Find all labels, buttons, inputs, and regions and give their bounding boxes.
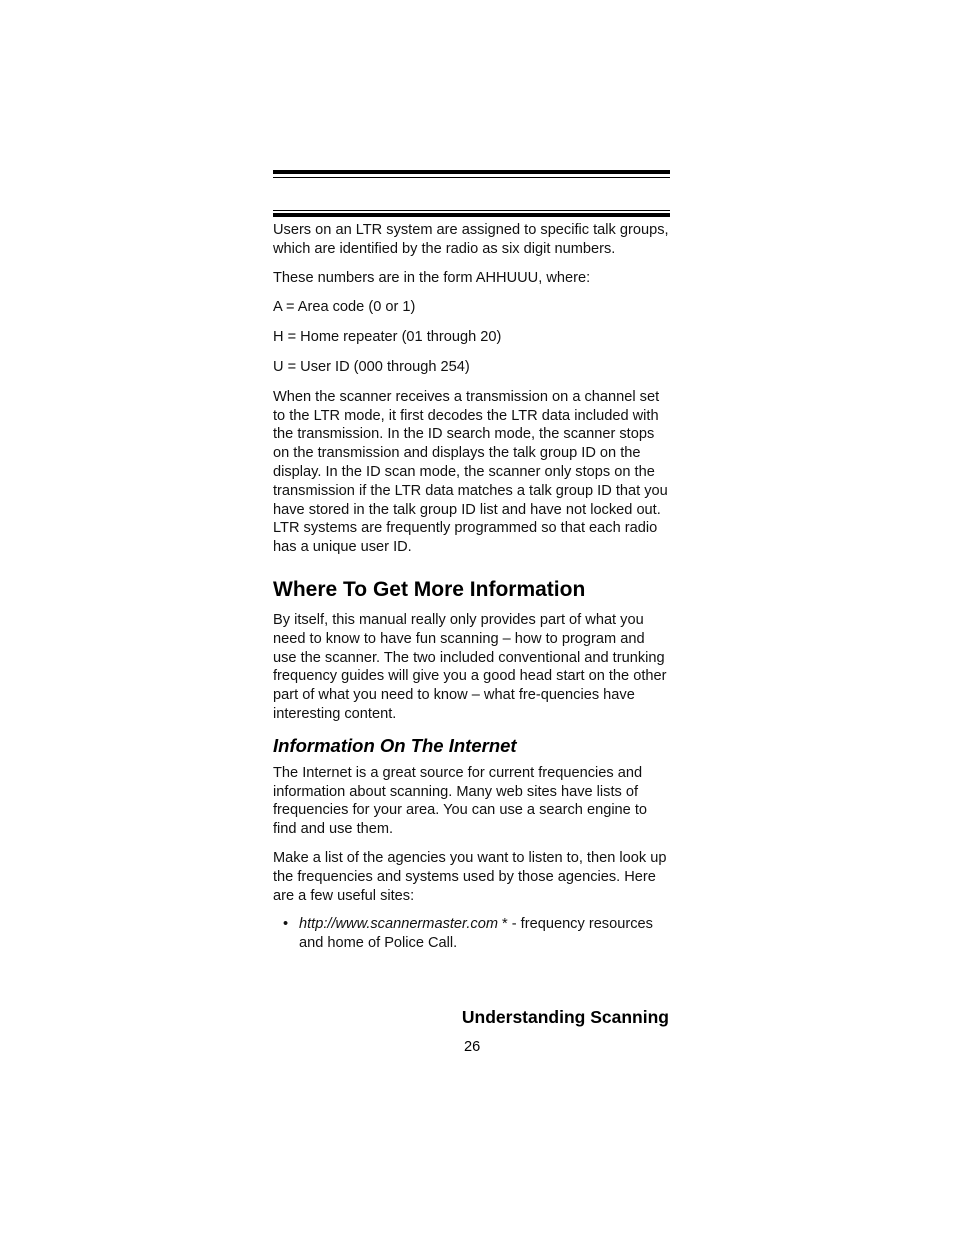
bullet-marker: • xyxy=(283,916,289,933)
section-heading: Where To Get More Information xyxy=(273,577,586,601)
ltr-format-paragraph: These numbers are in the form AHHUUU, where: xyxy=(273,269,591,286)
page-content xyxy=(273,221,670,953)
divider-rule-thick xyxy=(273,213,670,217)
subsection-heading: Information On The Internet xyxy=(273,734,517,756)
ltr-scanner-paragraph: When the scanner receives a transmission on a channel set to the LTR mode, it first decodes the LTR data included with the transmission. In the ID search mode, the scanner stops on the transmission and displays the talk group ID on the display. In the ID scan mode, the scanner only stops on the transmission if the LTR data matches a talk group ID that you have stored in the talk group ID list and have not locked out. LTR systems are frequently programmed so that each radio has a unique user ID. xyxy=(273,388,668,556)
ltr-home-repeater-line: H = Home repeater (01 through 20) xyxy=(273,329,502,346)
section-body-paragraph: By itself, this manual really only provides part of what you need to know to have fun scanning – how to program and use the scanner. The two included conventional and trunking frequency guides will give you a good head start on the other part of what you need to know – what fre-quencies have interesting content. xyxy=(273,611,667,722)
website-description: * - frequency resources and home of Police Call. xyxy=(299,916,653,952)
page-number: 26 xyxy=(464,1039,481,1055)
internet-paragraph-2: Make a list of the agencies you want to listen to, then look up the frequencies and systems used by those agencies. Here are a few useful sites: xyxy=(273,849,667,904)
header-rule-thick xyxy=(273,170,670,174)
divider-rule-thin xyxy=(273,210,670,211)
ltr-user-id-line: U = User ID (000 through 254) xyxy=(273,358,470,375)
chapter-footer-title: Understanding Scanning xyxy=(461,1007,669,1027)
ltr-area-code-line: A = Area code (0 or 1) xyxy=(273,299,416,316)
list-item xyxy=(273,915,670,953)
internet-paragraph-1: The Internet is a great source for current frequencies and information about scanning. Many web sites have lists of frequencies for your area. You can use a search engine to find and use them. xyxy=(273,764,648,838)
website-link[interactable]: http://www.scannermaster.com xyxy=(299,916,498,933)
ltr-intro-paragraph: Users on an LTR system are assigned to specific talk groups, which are identified by the radio as six digit numbers. xyxy=(273,222,669,257)
header-rule-thin xyxy=(273,177,670,178)
